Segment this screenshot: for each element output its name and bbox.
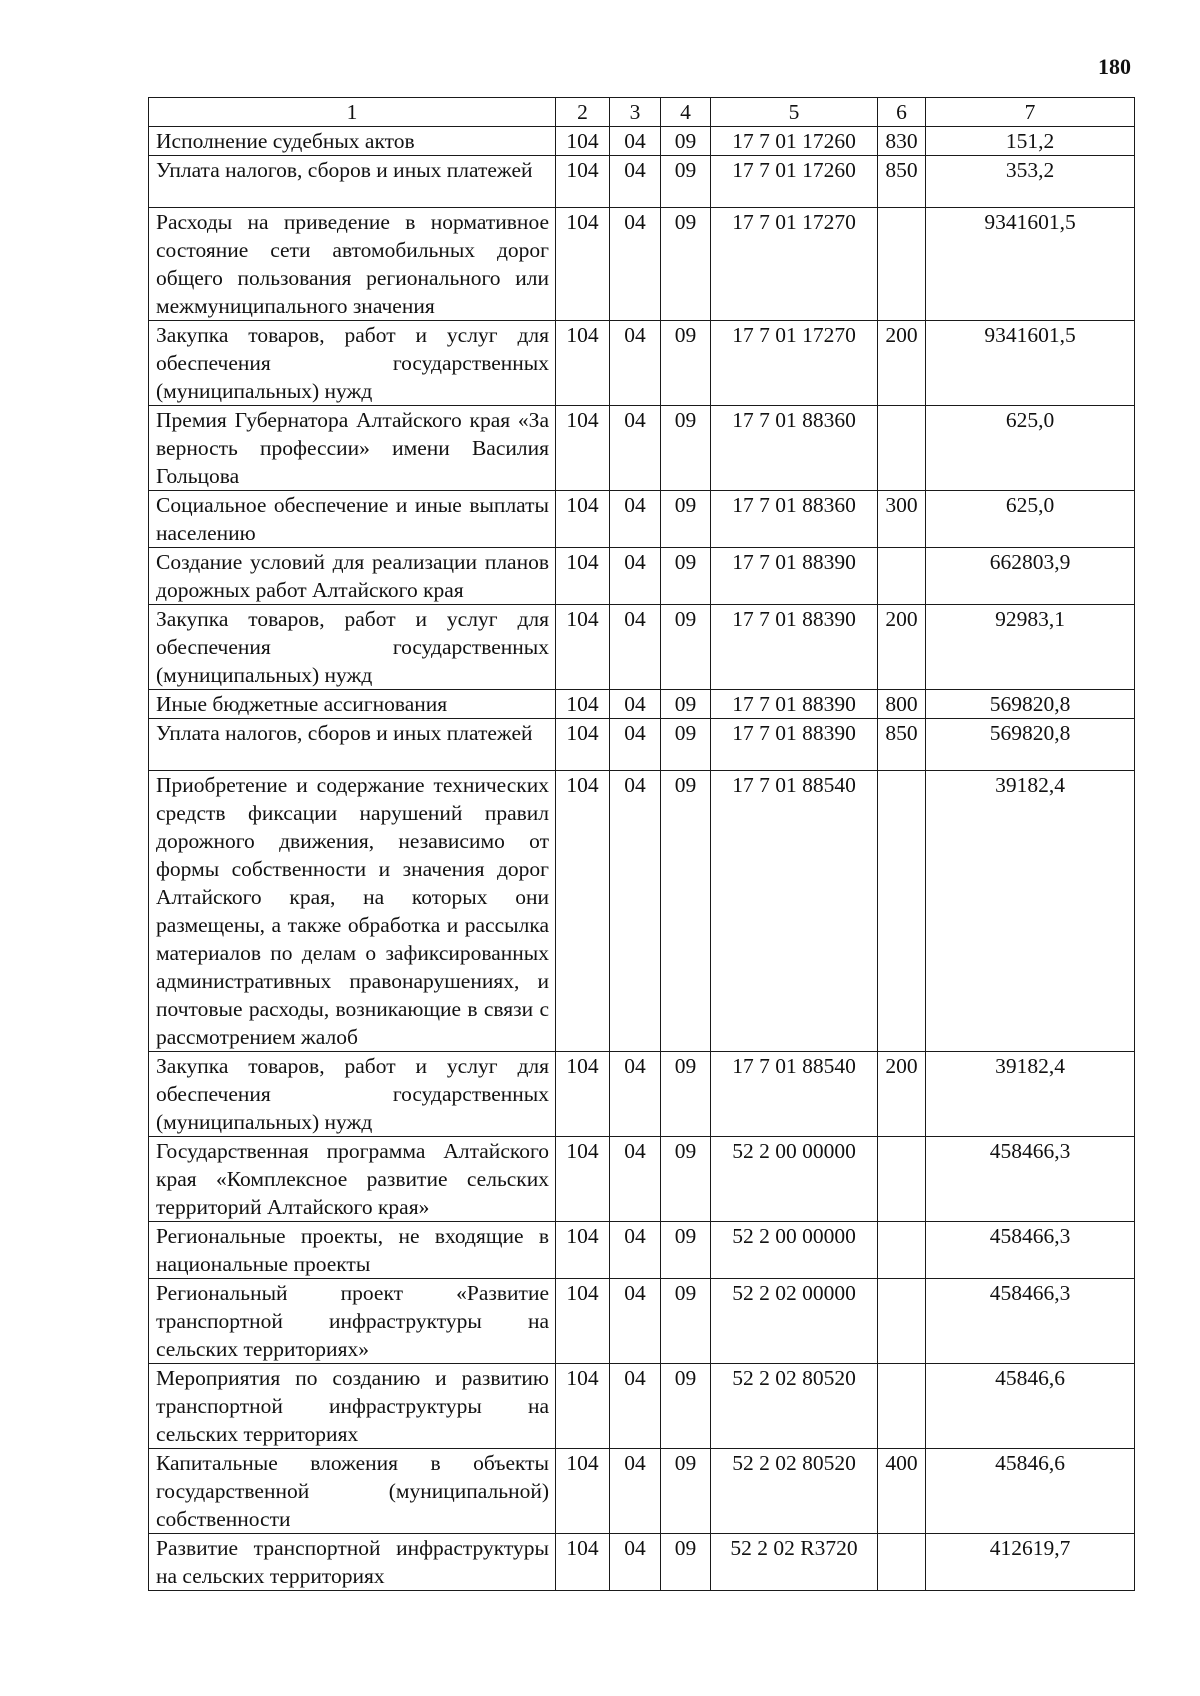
cell-col5: 17 7 01 88390 xyxy=(711,548,878,605)
cell-col2: 104 xyxy=(556,548,610,605)
table-row xyxy=(149,321,1135,406)
row-name: Иные бюджетные ассигнования xyxy=(149,690,556,719)
cell-col4: 09 xyxy=(661,491,711,548)
cell-col2: 104 xyxy=(556,321,610,406)
row-name: Исполнение судебных актов xyxy=(149,127,556,156)
cell-col6 xyxy=(878,1364,926,1449)
cell-col5: 17 7 01 88360 xyxy=(711,491,878,548)
row-name: Развитие транспортной инфраструктуры на сельских территориях xyxy=(149,1534,556,1591)
cell-col3: 04 xyxy=(610,1052,661,1137)
cell-col4: 09 xyxy=(661,605,711,690)
table-row xyxy=(149,1364,1135,1449)
row-name: Капитальные вложения в объекты государственной (муниципальной) собственности xyxy=(149,1449,556,1534)
table-row xyxy=(149,771,1135,1052)
cell-col2: 104 xyxy=(556,156,610,208)
cell-col5: 17 7 01 88360 xyxy=(711,406,878,491)
cell-col2: 104 xyxy=(556,1222,610,1279)
cell-col4: 09 xyxy=(661,1137,711,1222)
cell-col4: 09 xyxy=(661,690,711,719)
cell-col3: 04 xyxy=(610,1222,661,1279)
cell-col6: 200 xyxy=(878,605,926,690)
cell-amount: 9341601,5 xyxy=(926,208,1135,321)
column-header-1: 1 xyxy=(149,98,556,127)
cell-col4: 09 xyxy=(661,548,711,605)
cell-col2: 104 xyxy=(556,719,610,771)
cell-col3: 04 xyxy=(610,127,661,156)
cell-col6 xyxy=(878,1222,926,1279)
cell-col5: 52 2 02 R3720 xyxy=(711,1534,878,1591)
cell-col4: 09 xyxy=(661,1534,711,1591)
cell-col2: 104 xyxy=(556,1534,610,1591)
cell-col3: 04 xyxy=(610,690,661,719)
cell-col2: 104 xyxy=(556,1364,610,1449)
cell-col6: 850 xyxy=(878,156,926,208)
cell-amount: 625,0 xyxy=(926,491,1135,548)
column-header-2: 2 xyxy=(556,98,610,127)
cell-col3: 04 xyxy=(610,605,661,690)
column-header-6: 6 xyxy=(878,98,926,127)
header-row xyxy=(149,98,1135,127)
cell-col5: 52 2 02 00000 xyxy=(711,1279,878,1364)
cell-col2: 104 xyxy=(556,605,610,690)
cell-amount: 151,2 xyxy=(926,127,1135,156)
cell-col3: 04 xyxy=(610,719,661,771)
cell-col3: 04 xyxy=(610,548,661,605)
row-name: Уплата налогов, сборов и иных платежей xyxy=(149,156,556,208)
cell-col6: 800 xyxy=(878,690,926,719)
cell-col4: 09 xyxy=(661,1279,711,1364)
cell-amount: 353,2 xyxy=(926,156,1135,208)
cell-col6 xyxy=(878,1137,926,1222)
cell-col2: 104 xyxy=(556,771,610,1052)
row-name: Премия Губернатора Алтайского края «За верность профессии» имени Василия Гольцова xyxy=(149,406,556,491)
row-name: Закупка товаров, работ и услуг для обеспечения государственных (муниципальных) нужд xyxy=(149,605,556,690)
cell-col5: 52 2 00 00000 xyxy=(711,1222,878,1279)
table-row xyxy=(149,605,1135,690)
cell-col3: 04 xyxy=(610,491,661,548)
cell-col3: 04 xyxy=(610,406,661,491)
cell-col2: 104 xyxy=(556,1279,610,1364)
cell-col3: 04 xyxy=(610,771,661,1052)
cell-col5: 17 7 01 17270 xyxy=(711,321,878,406)
cell-col4: 09 xyxy=(661,406,711,491)
cell-col2: 104 xyxy=(556,208,610,321)
column-header-5: 5 xyxy=(711,98,878,127)
cell-amount: 458466,3 xyxy=(926,1137,1135,1222)
cell-col5: 17 7 01 88540 xyxy=(711,1052,878,1137)
cell-col6: 300 xyxy=(878,491,926,548)
cell-col6 xyxy=(878,406,926,491)
cell-amount: 662803,9 xyxy=(926,548,1135,605)
row-name: Мероприятия по созданию и развитию транспортной инфраструктуры на сельских территориях xyxy=(149,1364,556,1449)
cell-col6: 200 xyxy=(878,1052,926,1137)
table-row xyxy=(149,1449,1135,1534)
cell-amount: 569820,8 xyxy=(926,690,1135,719)
cell-col5: 17 7 01 17260 xyxy=(711,156,878,208)
cell-col4: 09 xyxy=(661,771,711,1052)
row-name: Государственная программа Алтайского края «Комплексное развитие сельских территорий Алтайского края» xyxy=(149,1137,556,1222)
cell-col3: 04 xyxy=(610,1364,661,1449)
cell-col3: 04 xyxy=(610,208,661,321)
table-row xyxy=(149,1052,1135,1137)
cell-col3: 04 xyxy=(610,1279,661,1364)
cell-col6: 200 xyxy=(878,321,926,406)
cell-col6 xyxy=(878,208,926,321)
cell-col3: 04 xyxy=(610,156,661,208)
row-name: Региональные проекты, не входящие в национальные проекты xyxy=(149,1222,556,1279)
cell-col3: 04 xyxy=(610,321,661,406)
cell-amount: 458466,3 xyxy=(926,1222,1135,1279)
cell-col4: 09 xyxy=(661,1449,711,1534)
cell-col6: 850 xyxy=(878,719,926,771)
cell-col6 xyxy=(878,548,926,605)
budget-table xyxy=(148,97,1135,1591)
cell-col4: 09 xyxy=(661,1364,711,1449)
cell-col5: 17 7 01 17270 xyxy=(711,208,878,321)
table-row xyxy=(149,1534,1135,1591)
row-name: Расходы на приведение в нормативное состояние сети автомобильных дорог общего пользования регионального или межмуниципального значения xyxy=(149,208,556,321)
cell-amount: 458466,3 xyxy=(926,1279,1135,1364)
row-name: Закупка товаров, работ и услуг для обеспечения государственных (муниципальных) нужд xyxy=(149,1052,556,1137)
table-row xyxy=(149,1279,1135,1364)
table-body xyxy=(149,127,1135,1591)
cell-col6 xyxy=(878,771,926,1052)
cell-amount: 45846,6 xyxy=(926,1364,1135,1449)
cell-col3: 04 xyxy=(610,1137,661,1222)
cell-amount: 569820,8 xyxy=(926,719,1135,771)
cell-col2: 104 xyxy=(556,1052,610,1137)
cell-col4: 09 xyxy=(661,127,711,156)
row-name: Уплата налогов, сборов и иных платежей xyxy=(149,719,556,771)
page-number: 180 xyxy=(1098,54,1131,79)
cell-amount: 45846,6 xyxy=(926,1449,1135,1534)
cell-amount: 9341601,5 xyxy=(926,321,1135,406)
cell-col5: 52 2 02 80520 xyxy=(711,1449,878,1534)
table-row xyxy=(149,1222,1135,1279)
cell-col3: 04 xyxy=(610,1534,661,1591)
cell-col6: 830 xyxy=(878,127,926,156)
table-row xyxy=(149,719,1135,771)
cell-col4: 09 xyxy=(661,1052,711,1137)
cell-col2: 104 xyxy=(556,491,610,548)
cell-col4: 09 xyxy=(661,1222,711,1279)
table-row xyxy=(149,406,1135,491)
column-header-3: 3 xyxy=(610,98,661,127)
cell-col3: 04 xyxy=(610,1449,661,1534)
cell-amount: 39182,4 xyxy=(926,1052,1135,1137)
row-name: Создание условий для реализации планов дорожных работ Алтайского края xyxy=(149,548,556,605)
cell-col5: 17 7 01 88390 xyxy=(711,690,878,719)
cell-amount: 92983,1 xyxy=(926,605,1135,690)
cell-col5: 17 7 01 17260 xyxy=(711,127,878,156)
cell-col2: 104 xyxy=(556,1449,610,1534)
cell-col6: 400 xyxy=(878,1449,926,1534)
table-row xyxy=(149,156,1135,208)
column-header-4: 4 xyxy=(661,98,711,127)
table-row xyxy=(149,491,1135,548)
cell-col2: 104 xyxy=(556,690,610,719)
cell-col5: 17 7 01 88390 xyxy=(711,719,878,771)
cell-amount: 625,0 xyxy=(926,406,1135,491)
cell-col2: 104 xyxy=(556,1137,610,1222)
column-header-7: 7 xyxy=(926,98,1135,127)
row-name: Приобретение и содержание технических средств фиксации нарушений правил дорожного движения, независимо от формы собственности и значения дорог Алтайского края, на которых они размещены, а также обработка и рассылка материалов по делам о зафиксированных административных правонарушениях, и почтовые расходы, возникающие в связи с рассмотрением жалоб xyxy=(149,771,556,1052)
cell-col2: 104 xyxy=(556,406,610,491)
cell-col5: 52 2 02 80520 xyxy=(711,1364,878,1449)
cell-col6 xyxy=(878,1534,926,1591)
cell-col4: 09 xyxy=(661,719,711,771)
table-row xyxy=(149,690,1135,719)
cell-col5: 17 7 01 88390 xyxy=(711,605,878,690)
cell-col5: 52 2 00 00000 xyxy=(711,1137,878,1222)
table-row xyxy=(149,548,1135,605)
row-name: Социальное обеспечение и иные выплаты населению xyxy=(149,491,556,548)
row-name: Региональный проект «Развитие транспортной инфраструктуры на сельских территориях» xyxy=(149,1279,556,1364)
cell-col4: 09 xyxy=(661,321,711,406)
cell-col2: 104 xyxy=(556,127,610,156)
cell-col4: 09 xyxy=(661,156,711,208)
table-row xyxy=(149,208,1135,321)
cell-col6 xyxy=(878,1279,926,1364)
cell-col4: 09 xyxy=(661,208,711,321)
cell-amount: 412619,7 xyxy=(926,1534,1135,1591)
table-row xyxy=(149,1137,1135,1222)
cell-amount: 39182,4 xyxy=(926,771,1135,1052)
row-name: Закупка товаров, работ и услуг для обеспечения государственных (муниципальных) нужд xyxy=(149,321,556,406)
cell-col5: 17 7 01 88540 xyxy=(711,771,878,1052)
table-row xyxy=(149,127,1135,156)
